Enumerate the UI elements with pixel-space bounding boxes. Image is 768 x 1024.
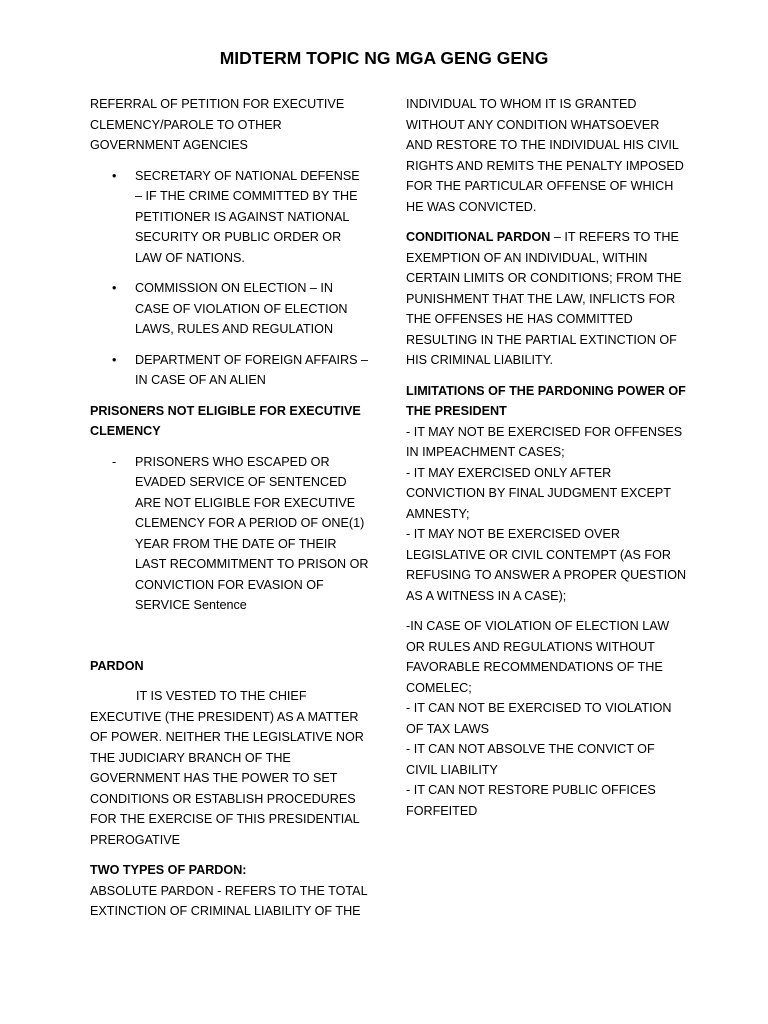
referral-item-text: COMMISSION ON ELECTION – IN CASE OF VIOLATION OF ELECTION LAWS, RULES AND REGULATION — [135, 281, 348, 336]
right-column — [406, 94, 688, 831]
left-column — [90, 94, 370, 922]
limitations-heading: LIMITATIONS OF THE PARDONING POWER OF THE PRESIDENT — [406, 383, 686, 418]
conditional-pardon-text: – IT REFERS TO THE EXEMPTION OF AN INDIVIDUAL, WITHIN CERTAIN LIMITS OR CONDITIONS; FROM THE PUNISHMENT THAT THE LAW, INFLICTS FOR THE OFFENSES HE HAS COMMITTED RESULTING IN THE PARTIAL EXTINCTION OF HIS CRIMINAL LIABILITY. — [406, 230, 682, 367]
limitation-item: - IT MAY EXERCISED ONLY AFTER CONVICTION BY FINAL JUDGMENT EXCEPT AMNESTY; — [406, 465, 671, 521]
referral-item-text: DEPARTMENT OF FOREIGN AFFAIRS – IN CASE OF AN ALIEN — [135, 352, 369, 387]
pardon-text: IT IS VESTED TO THE CHIEF EXECUTIVE (THE PRESIDENT) AS A MATTER OF POWER. NEITHER THE LEGISLATIVE NOR THE JUDICIARY BRANCH OF THE GOVERNMENT HAS THE POWER TO SET CONDITIONS OR ESTABLISH PROCEDURES FOR THE EXERCISE OF THIS PRESIDENTIAL PREROGATIVE — [90, 689, 364, 847]
not-eligible-text: PRISONERS WHO ESCAPED OR EVADED SERVICE OF SENTENCED ARE NOT ELIGIBLE FOR EXECUTIVE CLEMENCY FOR A PERIOD OF ONE(1) YEAR FROM THE DATE OF THEIR LAST RECOMMITMENT TO PRISON OR CONVICTION FOR EVASION OF SERVICE Sentence — [135, 454, 369, 612]
bullet-icon: • — [112, 352, 117, 367]
limitation-item: - IT MAY NOT BE EXERCISED OVER LEGISLATIVE OR CIVIL CONTEMPT (AS FOR REFUSING TO ANSWER A PROPER QUESTION AS A WITNESS IN A CASE); — [406, 527, 687, 603]
pardon-heading: PARDON — [90, 658, 144, 673]
two-types-block — [90, 860, 370, 922]
limitations-block-2 — [406, 616, 688, 821]
referral-list — [90, 166, 370, 391]
limitation-item: - IT CAN NOT RESTORE PUBLIC OFFICES FORFEITED — [406, 783, 656, 818]
absolute-pardon-start: ABSOLUTE PARDON - REFERS TO THE TOTAL EXTINCTION OF CRIMINAL LIABILITY OF THE — [90, 883, 368, 918]
bullet-icon: • — [112, 168, 117, 183]
two-types-heading: TWO TYPES OF PARDON: — [90, 863, 247, 877]
bullet-icon: • — [112, 281, 117, 295]
conditional-pardon-term: CONDITIONAL PARDON — [406, 230, 551, 244]
spacer — [90, 626, 370, 656]
not-eligible-item — [90, 452, 370, 616]
page-title: MIDTERM TOPIC NG MGA GENG GENG — [219, 48, 549, 68]
limitation-item: -IN CASE OF VIOLATION OF ELECTION LAW OR RULES AND REGULATIONS WITHOUT FAVORABLE RECOMMENDATIONS OF THE COMELEC; — [406, 619, 670, 695]
absolute-pardon-continued: INDIVIDUAL TO WHOM IT IS GRANTED WITHOUT ANY CONDITION WHATSOEVER AND RESTORE TO THE INDIVIDUAL HIS CIVIL RIGHTS AND REMITS THE PENALTY IMPOSED FOR THE PARTICULAR OFFENSE OF WHICH HE WAS CONVICTED. — [406, 97, 684, 214]
limitation-item: - IT MAY NOT BE EXERCISED FOR OFFENSES IN IMPEACHMENT CASES; — [406, 424, 683, 459]
limitation-item: - IT CAN NOT BE EXERCISED TO VIOLATION OF TAX LAWS — [406, 701, 672, 736]
dash-icon: - — [112, 454, 117, 469]
conditional-pardon-paragraph — [406, 227, 688, 371]
referral-item-comelec — [90, 278, 370, 340]
limitation-item: - IT CAN NOT ABSOLVE THE CONVICT OF CIVIL LIABILITY — [406, 742, 655, 777]
referral-heading: REFERRAL OF PETITION FOR EXECUTIVE CLEMENCY/PAROLE TO OTHER GOVERNMENT AGENCIES — [90, 97, 345, 152]
not-eligible-heading: PRISONERS NOT ELIGIBLE FOR EXECUTIVE CLEMENCY — [90, 403, 361, 438]
referral-item-defense — [90, 166, 370, 269]
limitations-block — [406, 381, 688, 607]
referral-item-text: SECRETARY OF NATIONAL DEFENSE – IF THE CRIME COMMITTED BY THE PETITIONER IS AGAINST NATIONAL SECURITY OR PUBLIC ORDER OR LAW OF NATIONS. — [135, 168, 360, 265]
referral-item-dfa — [90, 350, 370, 391]
not-eligible-list — [90, 452, 370, 616]
